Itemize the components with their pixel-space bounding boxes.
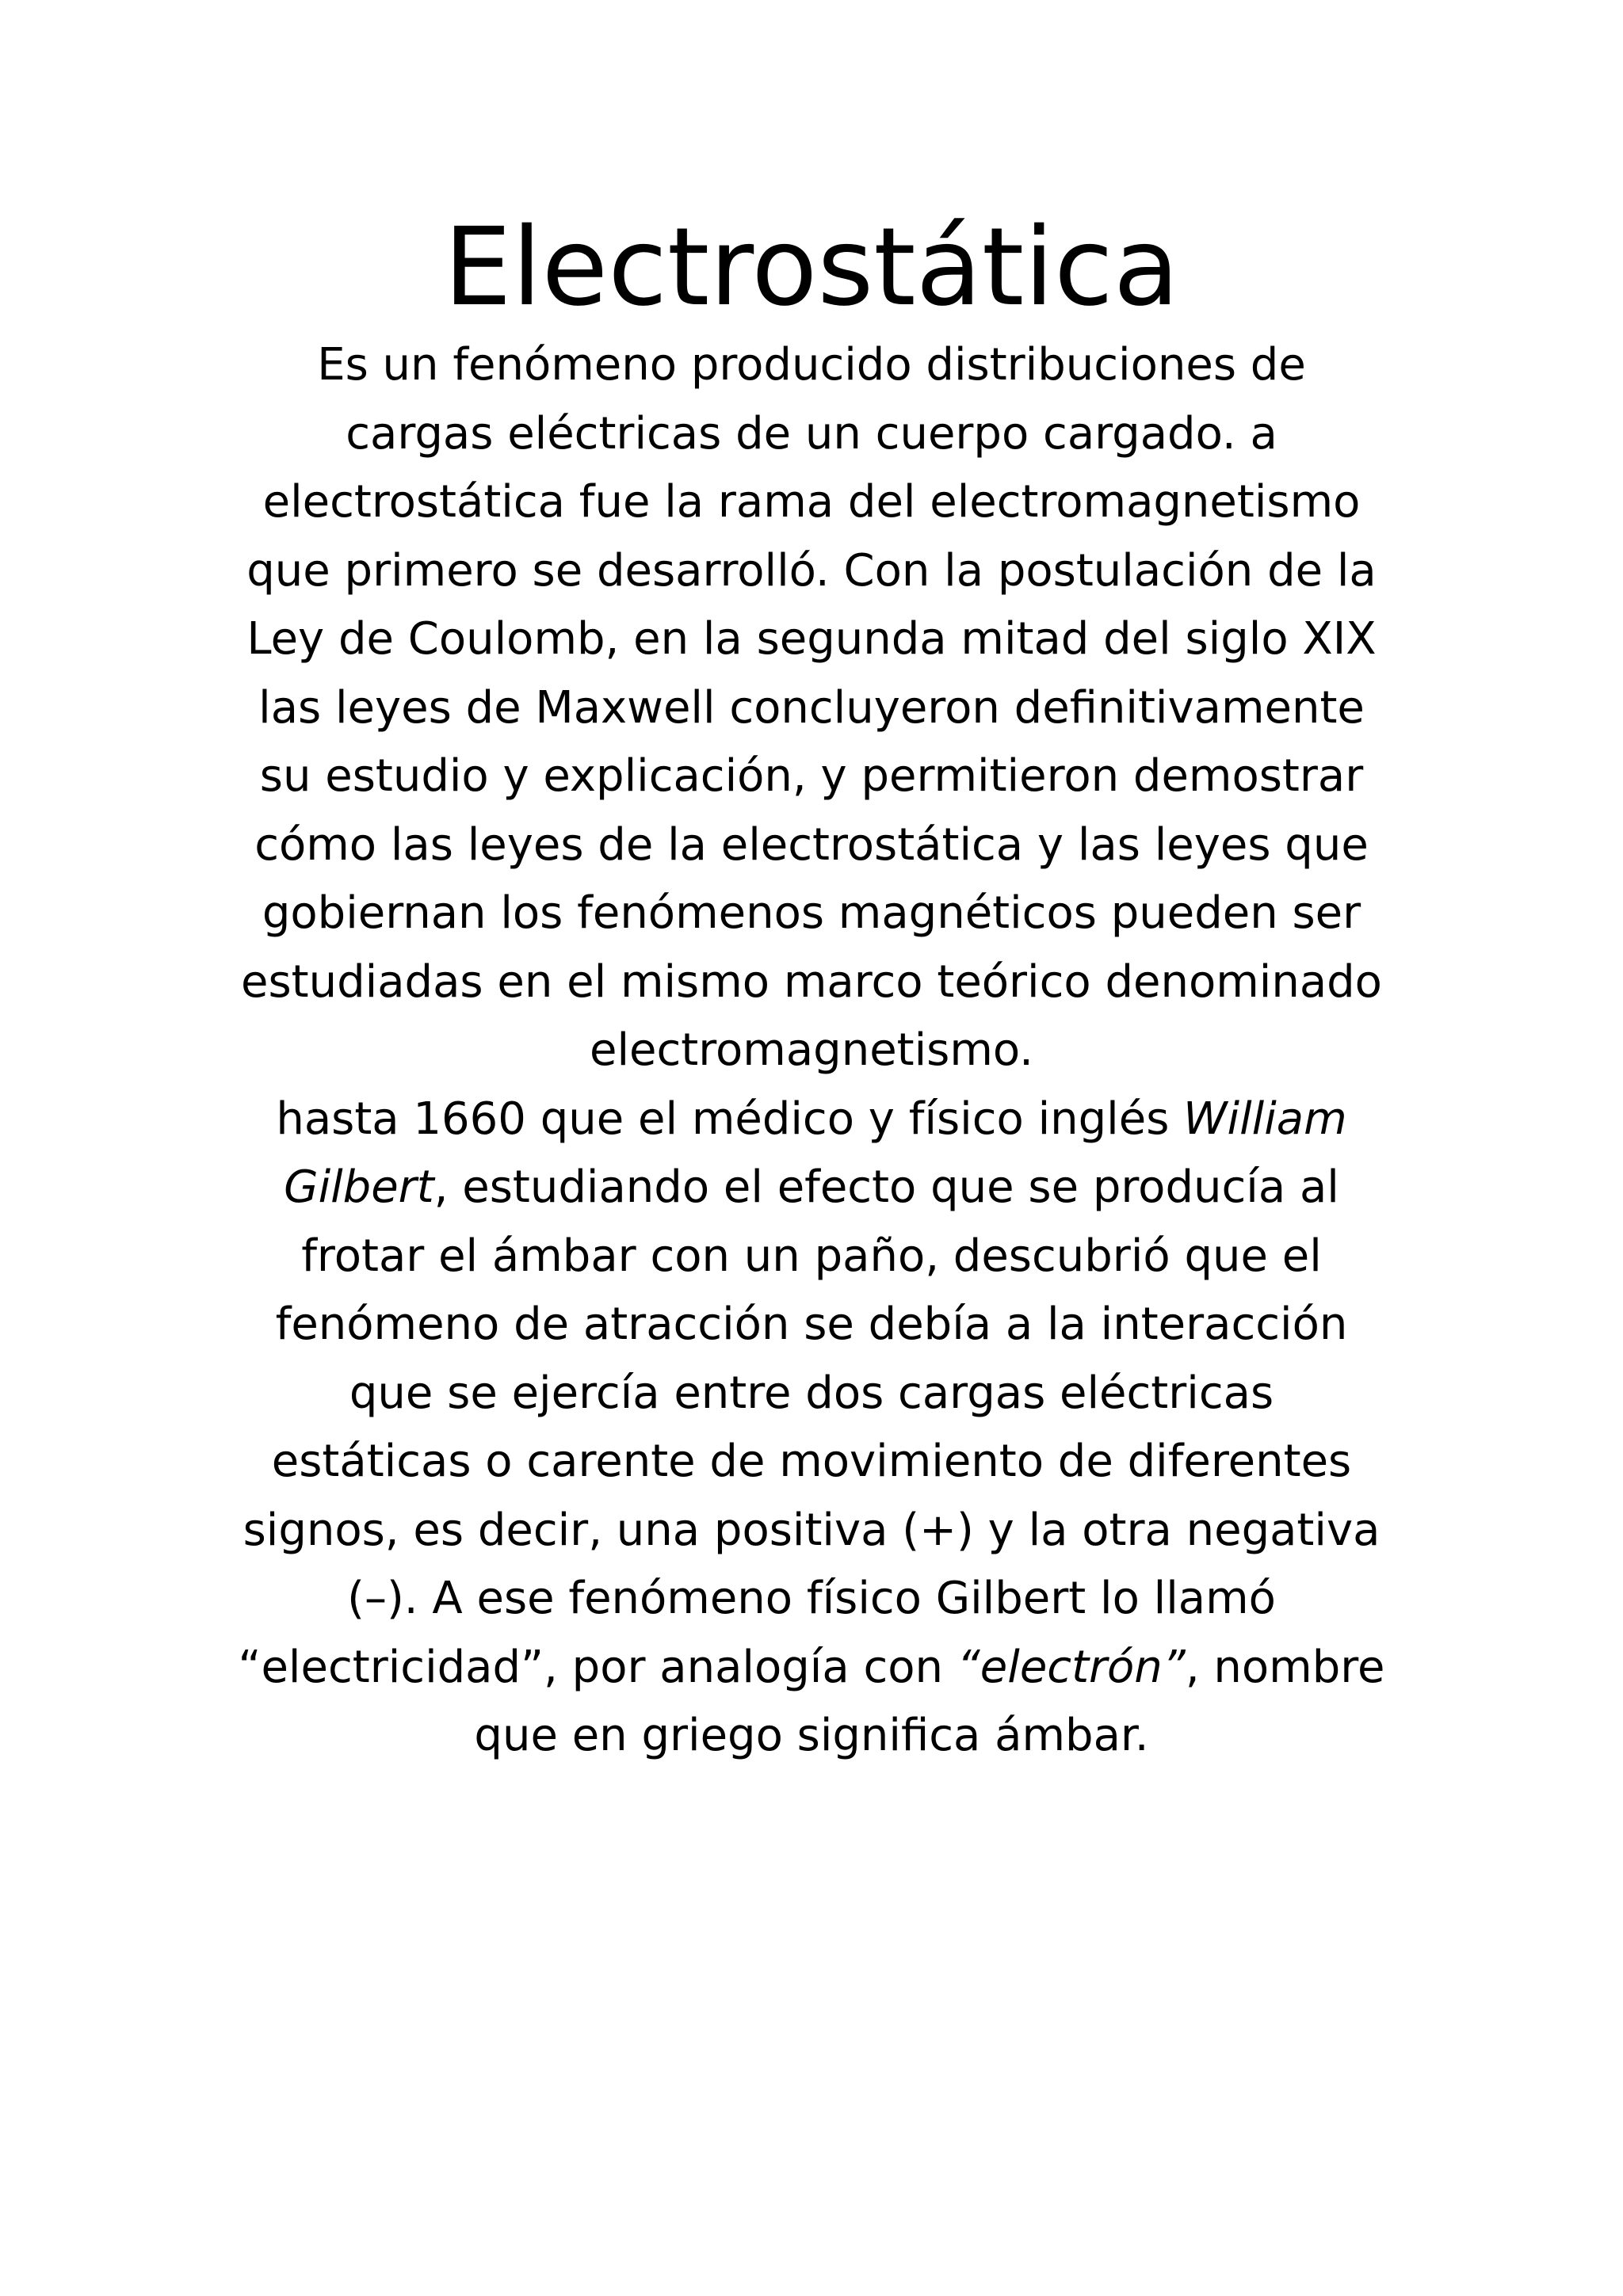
text-line: electromagnetismo. [590, 1024, 1033, 1076]
person-name-emphasis: William [1183, 1093, 1347, 1145]
text-fragment: , estudiando el efecto que se producía al [433, 1161, 1339, 1213]
text-line: gobiernan los fenómenos magnéticos pueden ser [262, 887, 1361, 939]
page-title: Electrostática [443, 205, 1180, 330]
person-name-emphasis: Gilbert [284, 1161, 434, 1213]
text-line: que se ejercía entre dos cargas eléctricas [349, 1367, 1274, 1419]
text-fragment: , nombre [1185, 1641, 1385, 1693]
text-line: estudiadas en el mismo marco teórico denominado [241, 955, 1382, 1008]
text-line: que en griego significa ámbar. [474, 1710, 1149, 1761]
text-fragment: “electricidad”, por analogía con [238, 1641, 957, 1693]
text-line: electrostática fue la rama del electromagnetismo [262, 476, 1361, 528]
text-line: Ley de Coulomb, en la segunda mitad del siglo XIX [246, 613, 1377, 665]
text-line: signos, es decir, una positiva (+) y la otra negativa [242, 1504, 1381, 1556]
term-emphasis: “electrón” [957, 1641, 1186, 1693]
text-line: cargas eléctricas de un cuerpo cargado. a [346, 407, 1277, 460]
text-line: Es un fenómeno producido distribuciones de [317, 339, 1306, 391]
text-line [230, 1154, 1393, 1222]
text-line [230, 1085, 1393, 1154]
text-line: fenómeno de atracción se debía a la interacción [275, 1299, 1348, 1350]
text-line: las leyes de Maxwell concluyeron definitivamente [258, 681, 1365, 734]
text-line: que primero se desarrolló. Con la postulación de la [246, 544, 1377, 597]
text-line: cómo las leyes de la electrostática y las leyes que [254, 818, 1369, 871]
text-line: frotar el ámbar con un paño, descubrió que el [301, 1230, 1322, 1282]
text-line: (–). A ese fenómeno físico Gilbert lo llamó [347, 1573, 1276, 1624]
text-fragment: hasta 1660 que el médico y físico inglés [276, 1093, 1184, 1145]
body-text [230, 331, 1393, 1771]
text-line: estáticas o carente de movimiento de diferentes [271, 1436, 1352, 1487]
text-line [230, 1634, 1393, 1703]
text-line: su estudio y explicación, y permitieron demostrar [259, 750, 1364, 802]
